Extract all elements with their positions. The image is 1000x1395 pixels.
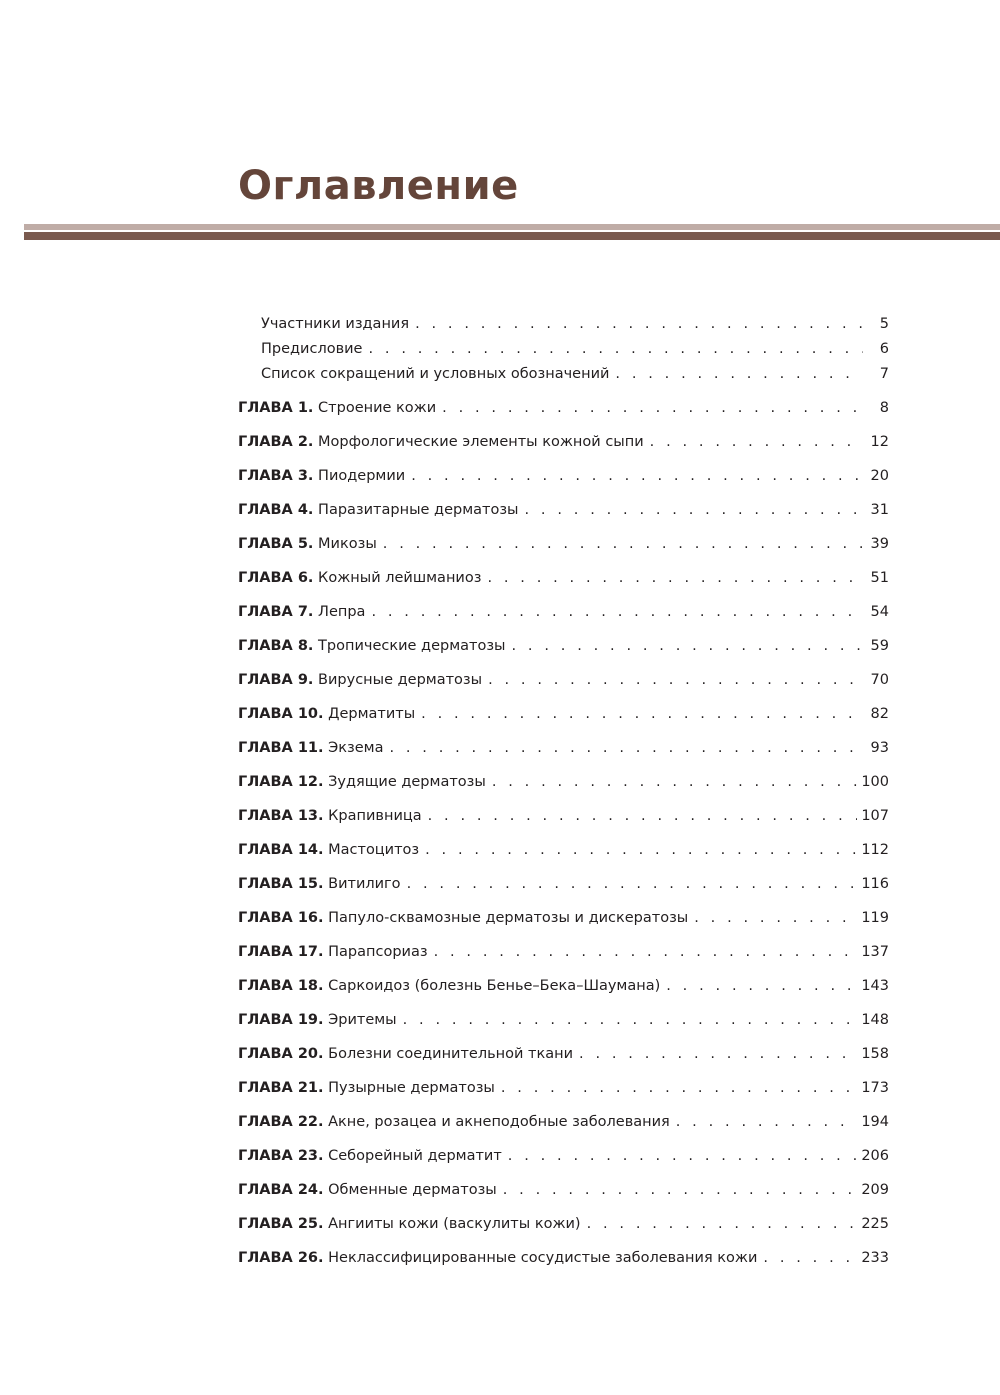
toc-leader-dots [419,838,857,862]
toc-chapter-label: ГЛАВА 22. [238,1114,324,1130]
toc-entry-title: Себорейный дерматит [328,1148,502,1164]
toc-leader-dots [609,362,863,386]
toc-entry-title: Витилиго [328,876,401,892]
toc-page-number: 233 [861,1250,889,1266]
toc-front-item[interactable] [261,362,889,386]
toc-chapter-item[interactable] [238,600,889,624]
toc-leader-dots [581,1212,858,1236]
toc-leader-dots [365,600,863,624]
toc-page-number: 194 [861,1114,889,1130]
toc-chapter-label: ГЛАВА 19. [238,1012,324,1028]
toc-leader-dots [415,702,863,726]
toc-entry-title: Обменные дерматозы [328,1182,497,1198]
toc-leader-dots [495,1076,857,1100]
toc-leader-dots [573,1042,857,1066]
toc-chapter-label: ГЛАВА 24. [238,1182,324,1198]
toc-entry-title: Болезни соединительной ткани [328,1046,574,1062]
toc-leader-dots [670,1110,858,1134]
toc-page-number: 20 [870,468,889,484]
toc-leader-dots [405,464,863,488]
toc-page-number: 173 [861,1080,889,1096]
toc-entry-title: Паразитарные дерматозы [318,502,519,518]
toc-page-number: 137 [861,944,889,960]
toc-chapter-item[interactable] [238,396,889,420]
toc-leader-dots [502,1144,858,1168]
toc-page-number: 93 [870,740,889,756]
toc-chapter-label: ГЛАВА 25. [238,1216,324,1232]
toc-front-item[interactable] [261,312,889,336]
toc-chapter-label: ГЛАВА 6. [238,570,314,586]
toc-page-number: 148 [861,1012,889,1028]
toc-chapter-label: ГЛАВА 11. [238,740,324,756]
toc-chapter-label: ГЛАВА 9. [238,672,314,688]
toc-chapter-item[interactable] [238,634,889,658]
toc-entry-title: Папуло-сквамозные дерматозы и дискератозы [328,910,689,926]
toc-chapter-item[interactable] [238,464,889,488]
header-rule-dark [24,232,1000,240]
toc-page-number: 31 [870,502,889,518]
toc-page-number: 12 [870,434,889,450]
toc-chapter-item[interactable] [238,668,889,692]
toc-leader-dots [482,668,863,692]
toc-chapter-item[interactable] [238,838,889,862]
toc-chapter-label: ГЛАВА 18. [238,978,324,994]
toc-chapter-label: ГЛАВА 15. [238,876,324,892]
toc-page-number: 54 [870,604,889,620]
toc-page-number: 107 [861,808,889,824]
toc-chapter-item[interactable] [238,770,889,794]
toc-chapter-label: ГЛАВА 26. [238,1250,324,1266]
toc-page-number: 119 [861,910,889,926]
toc-entry-title: Лепра [318,604,366,620]
toc-leader-dots [506,634,863,658]
toc-chapter-item[interactable] [238,940,889,964]
toc-chapter-label: ГЛАВА 13. [238,808,324,824]
toc-page-number: 209 [861,1182,889,1198]
toc-entry-title: Ангииты кожи (васкулиты кожи) [328,1216,581,1232]
toc-page-number: 59 [870,638,889,654]
toc-leader-dots [383,736,863,760]
toc-entry-title: Морфологические элементы кожной сыпи [318,434,644,450]
toc-chapter-item[interactable] [238,906,889,930]
toc-leader-dots [660,974,857,998]
toc-entry-title: Неклассифицированные сосудистые заболевания кожи [328,1250,758,1266]
toc-entry-title: Тропические дерматозы [318,638,506,654]
toc-page-number: 51 [870,570,889,586]
toc-page-number: 206 [861,1148,889,1164]
toc-leader-dots [362,337,863,361]
header-rule-light [24,224,1000,230]
toc-chapter-item[interactable] [238,498,889,522]
toc-leader-dots [377,532,863,556]
toc-chapter-item[interactable] [238,1144,889,1168]
toc-chapter-label: ГЛАВА 10. [238,706,324,722]
toc-page-number: 100 [861,774,889,790]
toc-leader-dots [422,804,858,828]
toc-page-number: 112 [861,842,889,858]
toc-entry-title: Акне, розацеа и акнеподобные заболевания [328,1114,670,1130]
toc-entry-title: Крапивница [328,808,422,824]
toc-page-number: 158 [861,1046,889,1062]
toc-chapter-item[interactable] [238,430,889,454]
toc-chapter-label: ГЛАВА 5. [238,536,314,552]
toc-chapter-label: ГЛАВА 12. [238,774,324,790]
toc-chapter-item[interactable] [238,1110,889,1134]
toc-chapter-item[interactable] [238,736,889,760]
toc-chapter-item[interactable] [238,1178,889,1202]
toc-page-number: 225 [861,1216,889,1232]
toc-chapter-label: ГЛАВА 16. [238,910,324,926]
toc-entry-title: Участники издания [261,316,410,332]
toc-entry-title: Предисловие [261,341,363,357]
toc-entry-title: Экзема [328,740,384,756]
toc-leader-dots [486,770,858,794]
toc-entry-title: Пузырные дерматозы [328,1080,495,1096]
toc-entry-title: Зудящие дерматозы [328,774,486,790]
toc-page-number: 82 [870,706,889,722]
toc-chapter-item[interactable] [238,1246,889,1270]
toc-chapter-label: ГЛАВА 8. [238,638,314,654]
toc-chapter-item[interactable] [238,1008,889,1032]
toc-page-number: 116 [861,876,889,892]
toc-entry-title: Парапсориаз [328,944,428,960]
toc-entry-title: Саркоидоз (болезнь Бенье–Бека–Шаумана) [328,978,661,994]
toc-chapter-label: ГЛАВА 20. [238,1046,324,1062]
toc-chapter-item[interactable] [238,974,889,998]
toc-chapter-label: ГЛАВА 2. [238,434,314,450]
toc-leader-dots [436,396,863,420]
toc-leader-dots [497,1178,858,1202]
toc-chapter-label: ГЛАВА 3. [238,468,314,484]
toc-entry-title: Кожный лейшманиоз [318,570,482,586]
toc-leader-dots [428,940,858,964]
toc-chapter-label: ГЛАВА 4. [238,502,314,518]
toc-leader-dots [757,1246,857,1270]
toc-leader-dots [409,312,863,336]
toc-leader-dots [397,1008,858,1032]
toc-entry-title: Эритемы [328,1012,397,1028]
toc-chapter-label: ГЛАВА 7. [238,604,314,620]
toc-entry-title: Дерматиты [328,706,416,722]
toc-leader-dots [644,430,863,454]
toc-chapter-item[interactable] [238,566,889,590]
toc-chapter-item[interactable] [238,1212,889,1236]
toc-chapter-label: ГЛАВА 14. [238,842,324,858]
toc-chapter-label: ГЛАВА 23. [238,1148,324,1164]
toc-page-number: 7 [879,366,889,382]
toc-chapter-item[interactable] [238,532,889,556]
toc-entry-title: Мастоцитоз [328,842,420,858]
toc-leader-dots [688,906,857,930]
toc-entry-title: Пиодермии [318,468,406,484]
toc-page-number: 5 [879,316,889,332]
page-title: Оглавление [238,163,519,209]
toc-page-number: 70 [870,672,889,688]
toc-chapter-label: ГЛАВА 17. [238,944,324,960]
toc-chapter-item[interactable] [238,872,889,896]
toc-page-number: 39 [870,536,889,552]
toc-leader-dots [481,566,863,590]
toc-entry-title: Список сокращений и условных обозначений [261,366,610,382]
toc-page-number: 6 [879,341,889,357]
toc-leader-dots [519,498,863,522]
toc-entry-title: Строение кожи [318,400,437,416]
toc-entry-title: Микозы [318,536,377,552]
toc-front-item[interactable] [261,337,889,361]
toc-chapter-label: ГЛАВА 21. [238,1080,324,1096]
toc-page-number: 143 [861,978,889,994]
toc-chapter-item[interactable] [238,702,889,726]
toc-chapter-item[interactable] [238,1042,889,1066]
toc-leader-dots [401,872,858,896]
toc-chapter-item[interactable] [238,1076,889,1100]
toc-entry-title: Вирусные дерматозы [318,672,483,688]
toc-chapter-item[interactable] [238,804,889,828]
toc-page-number: 8 [879,400,889,416]
toc-chapter-label: ГЛАВА 1. [238,400,314,416]
